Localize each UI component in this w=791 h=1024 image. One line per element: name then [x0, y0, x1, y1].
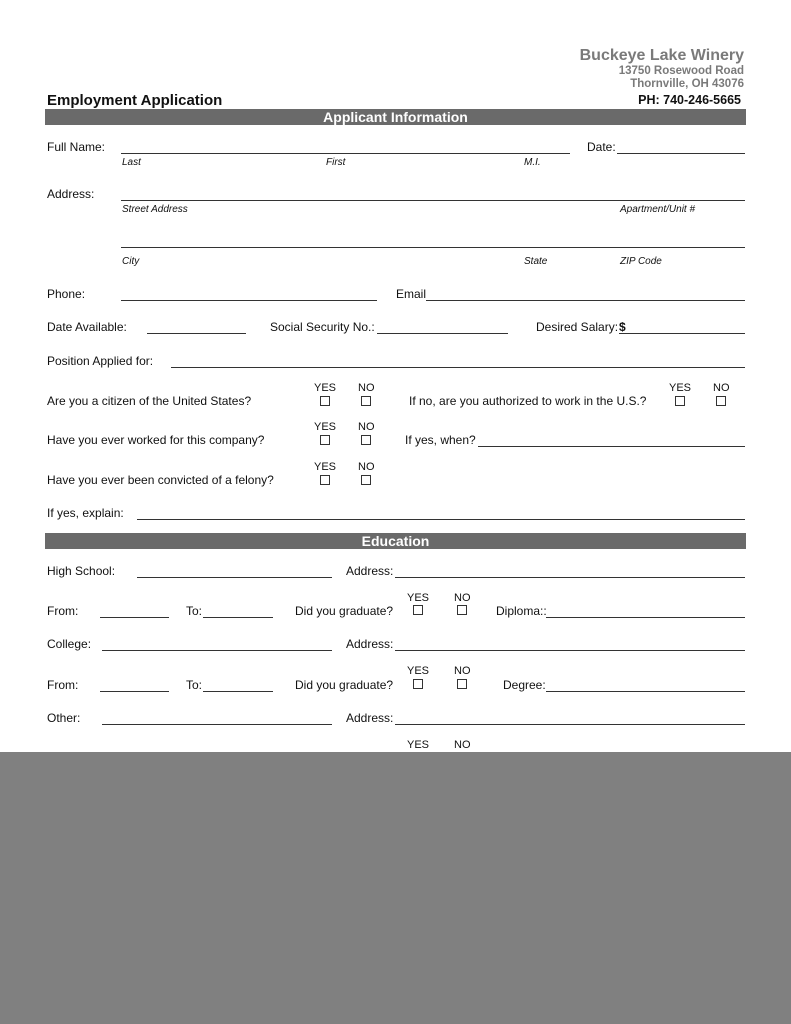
address-label: Address:: [47, 187, 95, 201]
worked-question: Have you ever worked for this company?: [47, 433, 265, 447]
when-input[interactable]: [478, 431, 745, 447]
felony-no-checkbox[interactable]: [361, 475, 371, 485]
desired-salary-input[interactable]: [619, 318, 745, 334]
hs-grad-yes-checkbox[interactable]: [413, 605, 423, 615]
college-address-label: Address:: [346, 637, 394, 651]
col-grad-yes-label: YES: [407, 665, 430, 677]
college-label: College:: [47, 637, 92, 651]
college-address-input[interactable]: [395, 635, 745, 651]
company-street: 13750 Rosewood Road: [618, 65, 744, 77]
street-address-caption: Street Address: [122, 204, 188, 215]
last-name-caption: Last: [122, 157, 141, 168]
diploma-input[interactable]: [546, 602, 745, 618]
hs-grad-yes-label: YES: [407, 592, 430, 604]
explain-label: If yes, explain:: [47, 506, 124, 520]
applicant-section-header: Applicant Information: [45, 109, 746, 125]
desired-salary-label: Desired Salary:: [536, 320, 619, 334]
phone-label: Phone:: [47, 287, 86, 301]
col-grad-yes-checkbox[interactable]: [413, 679, 423, 689]
other-address-input[interactable]: [395, 709, 745, 725]
street-address-input[interactable]: [121, 185, 745, 201]
first-name-caption: First: [326, 157, 346, 168]
felony-yes-checkbox[interactable]: [320, 475, 330, 485]
education-section-header: Education: [45, 533, 746, 549]
form-title: Employment Application: [47, 92, 223, 109]
ssn-label: Social Security No.:: [270, 320, 375, 334]
col-from-label: From:: [47, 678, 79, 692]
company-phone: PH: 740-246-5665: [638, 93, 741, 107]
other-label: Other:: [47, 711, 81, 725]
worked-yes-label: YES: [314, 421, 337, 433]
explain-input[interactable]: [137, 504, 745, 520]
diploma-label: Diploma::: [496, 604, 547, 618]
worked-no-label: NO: [358, 421, 375, 433]
authorized-yes-label: YES: [669, 382, 692, 394]
citizen-no-checkbox[interactable]: [361, 396, 371, 406]
hs-from-label: From:: [47, 604, 79, 618]
col-grad-no-checkbox[interactable]: [457, 679, 467, 689]
city-caption: City: [122, 256, 140, 267]
citizen-yes-label: YES: [314, 382, 337, 394]
felony-no-label: NO: [358, 461, 375, 473]
hs-to-input[interactable]: [203, 602, 273, 618]
state-caption: State: [524, 256, 548, 267]
high-school-label: High School:: [47, 564, 116, 578]
date-label: Date:: [587, 140, 616, 154]
other-address-label: Address:: [346, 711, 394, 725]
date-available-input[interactable]: [147, 318, 246, 334]
degree-label: Degree:: [503, 678, 546, 692]
other-input[interactable]: [102, 709, 332, 725]
col-from-input[interactable]: [100, 676, 169, 692]
degree-input[interactable]: [546, 676, 745, 692]
unit-caption: Apartment/Unit #: [620, 204, 696, 215]
high-school-address-label: Address:: [346, 564, 394, 578]
date-input[interactable]: [617, 138, 745, 154]
hs-grad-no-checkbox[interactable]: [457, 605, 467, 615]
date-available-label: Date Available:: [47, 320, 127, 334]
full-name-input[interactable]: [121, 138, 570, 154]
authorized-question: If no, are you authorized to work in the U.S.?: [409, 394, 647, 408]
company-name: Buckeye Lake Winery: [579, 47, 744, 64]
position-label: Position Applied for:: [47, 354, 154, 368]
salary-dollar-sign: $: [619, 320, 626, 334]
col-graduate-question: Did you graduate?: [295, 678, 394, 692]
authorized-no-label: NO: [713, 382, 730, 394]
ssn-input[interactable]: [377, 318, 508, 334]
email-input[interactable]: [426, 285, 745, 301]
felony-yes-label: YES: [314, 461, 337, 473]
felony-question: Have you ever been convicted of a felony?: [47, 473, 274, 487]
full-name-label: Full Name:: [47, 140, 106, 154]
hs-to-label: To:: [186, 604, 203, 618]
city-state-zip-input[interactable]: [121, 232, 745, 248]
col-to-input[interactable]: [203, 676, 273, 692]
citizen-no-label: NO: [358, 382, 375, 394]
redaction-overlay: [0, 752, 791, 1024]
oth-grad-no-label: NO: [454, 739, 471, 751]
citizen-yes-checkbox[interactable]: [320, 396, 330, 406]
company-city: Thornville, OH 43076: [630, 78, 744, 90]
citizen-question: Are you a citizen of the United States?: [47, 394, 252, 408]
phone-input[interactable]: [121, 285, 377, 301]
high-school-address-input[interactable]: [395, 562, 745, 578]
middle-initial-caption: M.I.: [524, 157, 541, 168]
high-school-input[interactable]: [137, 562, 332, 578]
authorized-yes-checkbox[interactable]: [675, 396, 685, 406]
col-grad-no-label: NO: [454, 665, 471, 677]
email-label: Email: [396, 287, 427, 301]
hs-grad-no-label: NO: [454, 592, 471, 604]
worked-yes-checkbox[interactable]: [320, 435, 330, 445]
hs-graduate-question: Did you graduate?: [295, 604, 394, 618]
hs-from-input[interactable]: [100, 602, 169, 618]
col-to-label: To:: [186, 678, 203, 692]
oth-grad-yes-label: YES: [407, 739, 430, 751]
zip-caption: ZIP Code: [620, 256, 662, 267]
position-input[interactable]: [171, 352, 745, 368]
worked-no-checkbox[interactable]: [361, 435, 371, 445]
college-input[interactable]: [102, 635, 332, 651]
when-label: If yes, when?: [405, 433, 476, 447]
authorized-no-checkbox[interactable]: [716, 396, 726, 406]
